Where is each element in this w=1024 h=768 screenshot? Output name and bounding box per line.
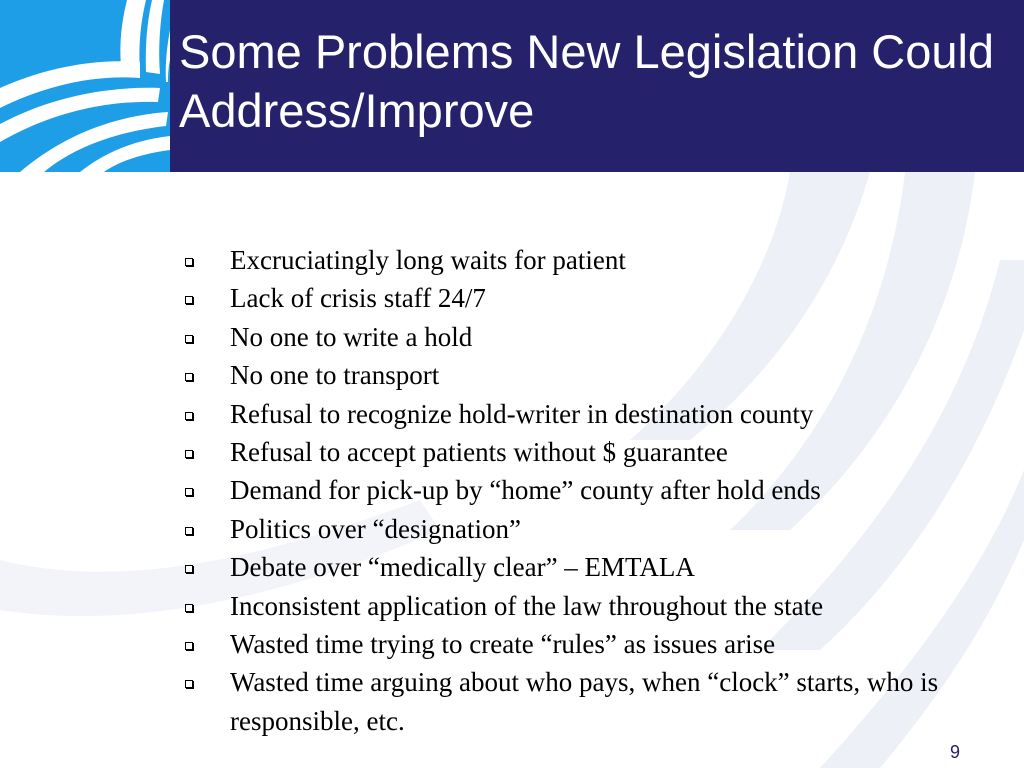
logo	[0, 0, 170, 172]
page-number: 9	[949, 742, 960, 762]
list-item-text: Demand for pick-up by “home” county after hold ends	[230, 475, 821, 506]
list-item-text: No one to write a hold	[230, 321, 473, 352]
hollow-square-bullet-icon	[185, 680, 193, 688]
stripes-logo-icon	[0, 0, 170, 172]
list-item-text: Wasted time trying to create “rules” as issues arise	[230, 629, 776, 660]
bullet-list	[182, 241, 972, 740]
hollow-square-bullet-icon	[185, 412, 193, 420]
list-item	[182, 356, 972, 394]
list-item	[182, 395, 972, 433]
list-item-text: Wasted time arguing about who pays, when “clock” starts, who is responsible, etc.	[230, 667, 939, 736]
list-item-text: Inconsistent application of the law throughout the state	[230, 590, 824, 621]
hollow-square-bullet-icon	[185, 488, 193, 496]
list-item-text: Refusal to accept patients without $ guarantee	[230, 437, 728, 468]
list-item	[182, 471, 972, 509]
hollow-square-bullet-icon	[185, 335, 193, 343]
hollow-square-bullet-icon	[185, 258, 193, 266]
list-item	[182, 548, 972, 586]
hollow-square-bullet-icon	[185, 450, 193, 458]
list-item	[182, 625, 972, 663]
hollow-square-bullet-icon	[185, 604, 193, 612]
list-item-text: Excruciatingly long waits for patient	[230, 245, 626, 275]
list-item	[182, 318, 972, 356]
hollow-square-bullet-icon	[185, 565, 193, 573]
list-item-text: Debate over “medically clear” – EMTALA	[230, 552, 695, 583]
list-item-text: Lack of crisis staff 24/7	[230, 283, 486, 314]
hollow-square-bullet-icon	[185, 642, 193, 650]
list-item	[182, 663, 972, 740]
hollow-square-bullet-icon	[185, 373, 193, 381]
list-item	[182, 279, 972, 317]
hollow-square-bullet-icon	[185, 296, 193, 304]
list-item	[182, 510, 972, 548]
list-item-text: No one to transport	[230, 360, 440, 391]
list-item	[182, 433, 972, 471]
list-item-text: Politics over “designation”	[230, 513, 521, 544]
slide-title: Some Problems New Legislation Could Address/Improve	[179, 25, 995, 137]
list-item-text: Refusal to recognize hold-writer in destination county	[230, 398, 814, 429]
list-item	[182, 241, 972, 279]
hollow-square-bullet-icon	[185, 527, 193, 535]
list-item	[182, 587, 972, 625]
